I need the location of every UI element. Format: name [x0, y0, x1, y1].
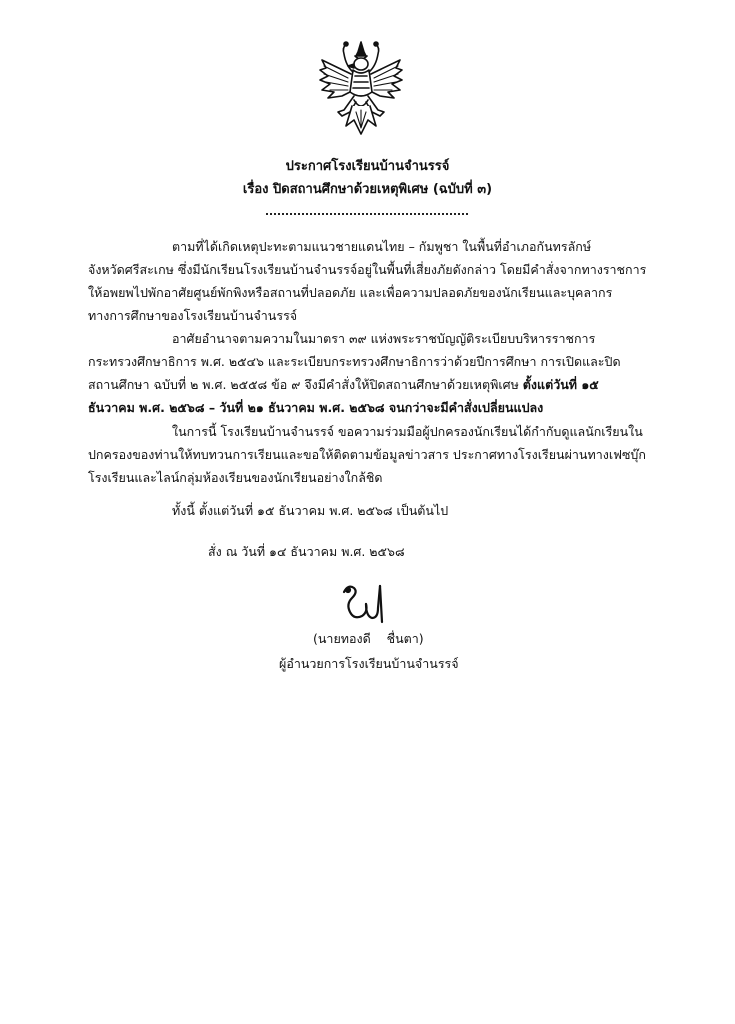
effective-date-line: ทั้งนี้ ตั้งแต่วันที่ ๑๕ ธันวาคม พ.ศ. ๒๕๖๘ เป็นต้นไป [172, 503, 449, 518]
paragraph-line: ทางการศึกษาของโรงเรียนบ้านจำนรรจ์ [88, 308, 298, 323]
closure-start-date: ตั้งแต่วันที่ ๑๕ [522, 377, 599, 392]
paragraph-line: โรงเรียนและไลน์กลุ่มห้องเรียนของนักเรียนอย่างใกล้ชิด [88, 470, 383, 485]
paragraph-line: ปกครองของท่านให้ทบทวนการเรียนและขอให้ติดตามข้อมูลข่าวสาร ประกาศทางโรงเรียนผ่านทางเฟซบุ๊ก [88, 447, 646, 462]
garuda-emblem-icon [318, 40, 404, 138]
paragraph-line [88, 396, 668, 419]
announcement-subject: เรื่อง ปิดสถานศึกษาด้วยเหตุพิเศษ (ฉบับที่ ๓) [242, 182, 493, 197]
paragraph-line: กระทรวงศึกษาธิการ พ.ศ. ๒๕๔๖ และระเบียบกระทรวงศึกษาธิการว่าด้วยปีการศึกษา การเปิดและปิด [88, 354, 621, 369]
order-date-line: สั่ง ณ วันที่ ๑๔ ธันวาคม พ.ศ. ๒๕๖๘ [208, 544, 405, 559]
signer-name: (นายทองดี ชื่นตา) [313, 631, 424, 646]
closure-period: ธันวาคม พ.ศ. ๒๕๖๘ – วันที่ ๒๑ ธันวาคม พ.ศ. ๒๕๖๘ จนกว่าจะมีคำสั่งเปลี่ยนแปลง [88, 400, 544, 415]
paragraph-authority [88, 327, 668, 419]
signer-position: ผู้อำนวยการโรงเรียนบ้านจำนรรจ์ [279, 656, 459, 671]
paragraph-line: ให้อพยพไปพักอาศัยศูนย์พักพิงหรือสถานที่ปลอดภัย และเพื่อความปลอดภัยของนักเรียนและบุคลากร [88, 285, 613, 300]
closure-order-text: สถานศึกษา ฉบับที่ ๒ พ.ศ. ๒๕๕๘ ข้อ ๙ จึงมีคำสั่งให้ปิดสถานศึกษาด้วยเหตุพิเศษ [88, 377, 523, 392]
paragraph-background [88, 235, 668, 327]
handwritten-signature-icon [336, 578, 400, 626]
paragraph-cooperation [88, 420, 668, 489]
announcement-title: ประกาศโรงเรียนบ้านจำนรรจ์ [285, 159, 450, 174]
paragraph-line: ในการนี้ โรงเรียนบ้านจำนรรจ์ ขอความร่วมมือผู้ปกครองนักเรียนได้กำกับดูแลนักเรียนใน [172, 424, 643, 439]
dotted-divider [266, 213, 468, 215]
paragraph-line: ตามที่ได้เกิดเหตุปะทะตามแนวชายแดนไทย – กัมพูชา ในพื้นที่อำเภอกันทรลักษ์ [172, 239, 592, 254]
paragraph-line [88, 373, 668, 396]
paragraph-line: อาศัยอำนาจตามความในมาตรา ๓๙ แห่งพระราชบัญญัติระเบียบบริหารราชการ [172, 331, 596, 346]
paragraph-line: จังหวัดศรีสะเกษ ซึ่งมีนักเรียนโรงเรียนบ้านจำนรรจ์อยู่ในพื้นที่เสี่ยงภัยดังกล่าว โดยมีคำสั่งจากทางราชการ [88, 262, 647, 277]
